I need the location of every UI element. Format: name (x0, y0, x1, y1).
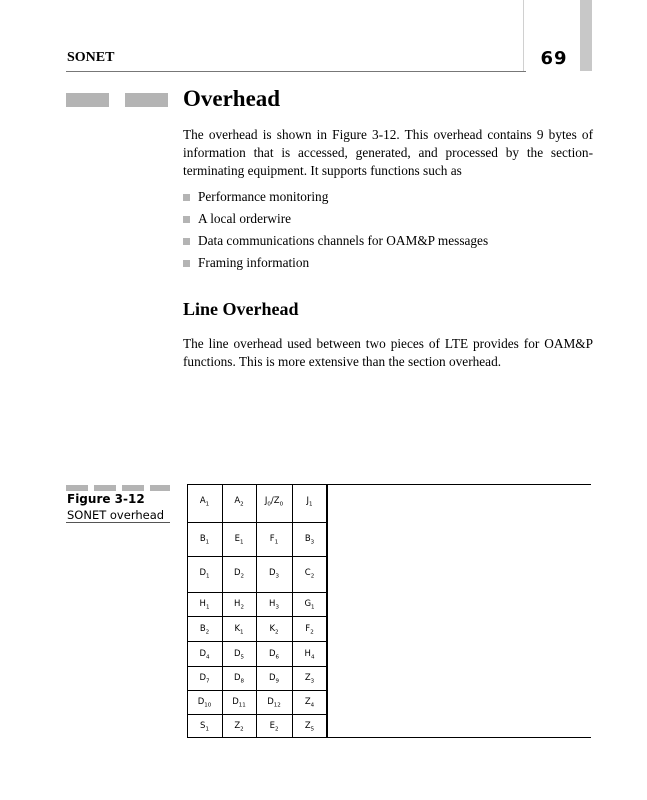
grid-horizontal-line (187, 592, 327, 593)
grid-cell: $B_2$ (199, 624, 210, 636)
grid-cell: $A_2$ (234, 496, 244, 508)
figure-caption-rule (66, 522, 170, 523)
running-head: SONET (67, 50, 115, 65)
grid-cell: $D_1$ (199, 568, 210, 580)
grid-cell: $D_5$ (233, 649, 245, 661)
grid-cell: $H_3$ (269, 599, 279, 611)
list-item-text: Framing information (198, 255, 310, 270)
grid-cell: $Z_5$ (304, 721, 315, 733)
grid-cell: $B_3$ (304, 534, 315, 546)
decorative-bar (66, 93, 109, 107)
grid-cell: $K_2$ (269, 624, 279, 636)
figure-bottom-rule (187, 737, 591, 738)
list-item-text: Data communications channels for OAM&P messages (198, 233, 489, 248)
figure-caption: SONET overhead (67, 508, 165, 522)
list-item (183, 208, 488, 230)
grid-cell: $D_6$ (268, 649, 280, 661)
intro-paragraph: The overhead is shown in Figure 3-12. This overhead contains 9 bytes of information that is accessed, generated, and processed by the section-terminating equipment. It supports functions such as (183, 127, 593, 178)
bullet-icon (183, 194, 190, 201)
grid-cell: $C_2$ (304, 568, 315, 580)
grid-cell: $D_3$ (268, 568, 280, 580)
figure-deco-bar (94, 485, 116, 491)
grid-cell: $D_4$ (199, 649, 210, 661)
grid-cell: $A_1$ (199, 496, 210, 508)
section-title: Overhead (183, 86, 281, 111)
grid-horizontal-line (187, 690, 327, 691)
page-tab-shade (580, 0, 592, 71)
grid-cell: $E_1$ (234, 534, 244, 546)
grid-cell: $D_{12}$ (267, 697, 281, 709)
grid-horizontal-line (187, 616, 327, 617)
bullet-icon (183, 260, 190, 267)
page-number: 69 (540, 48, 568, 69)
grid-cell: $D_2$ (233, 568, 245, 580)
grid-cell: $J_0/Z_0$ (264, 496, 284, 508)
figure-deco-bar (150, 485, 170, 491)
grid-cell: $D_7$ (199, 673, 210, 685)
function-list (183, 186, 488, 274)
grid-cell: $D_{10}$ (197, 697, 212, 709)
grid-cell: $Z_3$ (304, 673, 315, 685)
grid-cell: $H_2$ (234, 599, 244, 611)
grid-cell: $G_1$ (304, 599, 315, 611)
bullet-icon (183, 238, 190, 245)
list-item-text: A local orderwire (198, 211, 292, 226)
list-item (183, 230, 488, 252)
figure-deco-bar (66, 485, 88, 491)
figure-label: Figure 3-12 (67, 492, 145, 506)
grid-cell: $Z_2$ (234, 721, 244, 733)
grid-horizontal-line (187, 556, 327, 557)
grid-cell: $E_2$ (269, 721, 279, 733)
grid-cell: $K_1$ (234, 624, 244, 636)
grid-cell: $F_1$ (269, 534, 279, 546)
figure-top-rule (187, 484, 591, 485)
list-item (183, 252, 488, 274)
grid-cell: $B_1$ (199, 534, 210, 546)
grid-horizontal-line (187, 522, 327, 523)
grid-cell: $Z_4$ (304, 697, 315, 709)
figure-deco-bar (122, 485, 144, 491)
grid-horizontal-line (187, 641, 327, 642)
grid-horizontal-line (187, 714, 327, 715)
grid-cell: $H_4$ (304, 649, 315, 661)
grid-horizontal-line (187, 666, 327, 667)
grid-cell: $D_{11}$ (232, 697, 246, 709)
grid-cell: $S_1$ (200, 721, 209, 733)
header-rule (66, 71, 526, 72)
list-item (183, 186, 488, 208)
grid-cell: $D_9$ (268, 673, 280, 685)
line-overhead-paragraph: The line overhead used between two pieces of LTE provides for OAM&P functions. This is more extensive than the section overhead. (183, 336, 593, 369)
decorative-bar (125, 93, 168, 107)
grid-cell: $H_1$ (199, 599, 210, 611)
list-item-text: Performance monitoring (198, 189, 329, 204)
grid-cell: $F_2$ (305, 624, 314, 636)
subsection-title: Line Overhead (183, 299, 299, 319)
grid-cell: $D_8$ (233, 673, 245, 685)
bullet-icon (183, 216, 190, 223)
grid-cell: $J_1$ (306, 496, 313, 508)
